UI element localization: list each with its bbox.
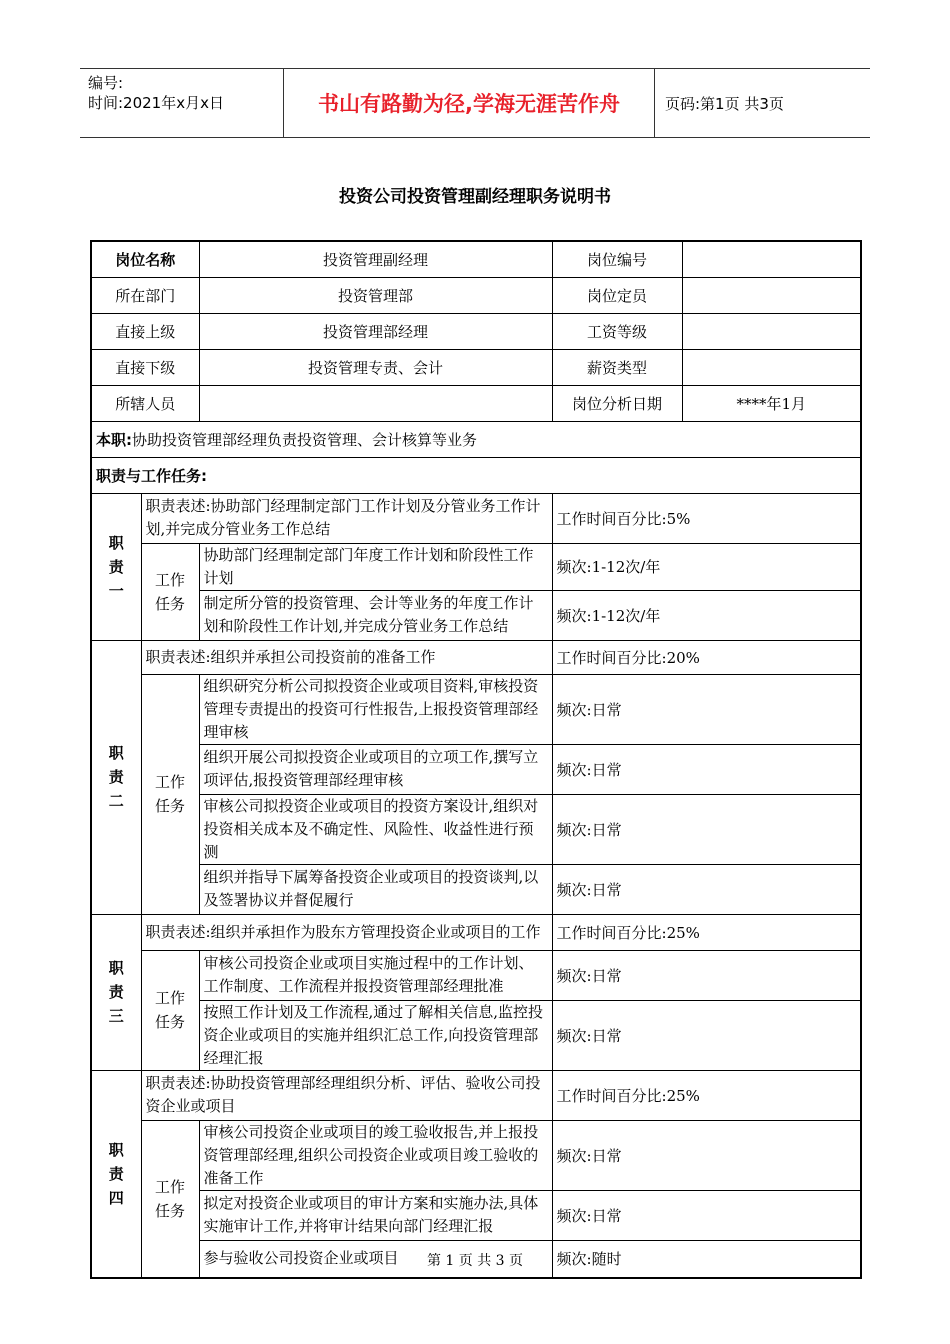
field-value <box>199 385 552 421</box>
table-row <box>91 349 861 385</box>
page-header <box>80 68 870 138</box>
duty-time-percentage: 工作时间百分比:25% <box>552 1070 861 1120</box>
task-text: 拟定对投资企业或项目的审计方案和实施办法,具体实施审计工作,并将审计结果向部门经理汇报 <box>199 1190 552 1240</box>
duty-description: 职责表述:组织并承担作为股东方管理投资企业或项目的工作 <box>141 914 552 950</box>
field-value: 投资管理副经理 <box>199 241 552 277</box>
field-label: 岗位名称 <box>91 241 199 277</box>
task-frequency: 频次:日常 <box>552 744 861 794</box>
table-row <box>91 1190 861 1240</box>
task-text: 参与验收公司投资企业或项目 <box>199 1240 552 1278</box>
table-row <box>91 794 861 864</box>
table-row <box>91 590 861 640</box>
table-row <box>91 241 861 277</box>
table-row <box>91 1000 861 1070</box>
field-label: 直接上级 <box>91 313 199 349</box>
tasks-heading: 职责与工作任务: <box>91 457 861 493</box>
table-row <box>91 385 861 421</box>
task-text: 组织开展公司拟投资企业或项目的立项工作,撰写立项评估,报投资管理部经理审核 <box>199 744 552 794</box>
field-value <box>682 277 861 313</box>
table-row <box>91 864 861 914</box>
table-row <box>91 674 861 744</box>
table-row <box>91 914 861 950</box>
task-frequency: 频次:日常 <box>552 1000 861 1070</box>
duty-description: 职责表述:组织并承担公司投资前的准备工作 <box>141 640 552 674</box>
number-label: 编号: <box>88 74 124 92</box>
work-task-label: 工作 任务 <box>141 1120 199 1278</box>
field-value <box>682 349 861 385</box>
task-frequency: 频次:日常 <box>552 864 861 914</box>
duty-summary-text: 协助投资管理部经理负责投资管理、会计核算等业务 <box>132 430 478 449</box>
table-row <box>91 421 861 457</box>
task-frequency: 频次:日常 <box>552 794 861 864</box>
duty-title: 职 责 四 <box>91 1070 141 1278</box>
task-frequency: 频次:随时 <box>552 1240 861 1278</box>
work-task-label: 工作 任务 <box>141 950 199 1070</box>
field-label: 岗位分析日期 <box>552 385 682 421</box>
duty-time-percentage: 工作时间百分比:20% <box>552 640 861 674</box>
field-label: 所辖人员 <box>91 385 199 421</box>
duty-description: 职责表述:协助投资管理部经理组织分析、评估、验收公司投资企业或项目 <box>141 1070 552 1120</box>
duty-title: 职 责 二 <box>91 640 141 914</box>
task-text: 组织研究分析公司拟投资企业或项目资料,审核投资管理专责提出的投资可行性报告,上报投资管理部经理审核 <box>199 674 552 744</box>
task-frequency: 频次:日常 <box>552 1120 861 1190</box>
field-value <box>682 313 861 349</box>
table-row <box>91 640 861 674</box>
duty-title: 职 责 三 <box>91 914 141 1070</box>
task-text: 审核公司投资企业或项目的竣工验收报告,并上报投资管理部经理,组织公司投资企业或项目竣工验收的准备工作 <box>199 1120 552 1190</box>
table-row <box>91 543 861 590</box>
field-value <box>682 241 861 277</box>
document-title: 投资公司投资管理副经理职务说明书 <box>339 187 611 207</box>
task-frequency: 频次:1-12次/年 <box>552 543 861 590</box>
field-value: ****年1月 <box>682 385 861 421</box>
job-description-table <box>90 240 862 1279</box>
field-label: 所在部门 <box>91 277 199 313</box>
table-row <box>91 457 861 493</box>
header-page-info: 页码:第1页 共3页 <box>665 94 784 113</box>
table-row <box>91 313 861 349</box>
table-row <box>91 493 861 543</box>
table-row <box>91 744 861 794</box>
task-text: 按照工作计划及工作流程,通过了解相关信息,监控投资企业或项目的实施并组织汇总工作,向投资管理部经理汇报 <box>199 1000 552 1070</box>
duty-summary <box>91 421 861 457</box>
task-frequency: 频次:日常 <box>552 674 861 744</box>
page-footer: 第 1 页 共 3 页 <box>426 1253 524 1269</box>
duty-description: 职责表述:协助部门经理制定部门工作计划及分管业务工作计划,并完成分管业务工作总结 <box>141 493 552 543</box>
field-label: 薪资类型 <box>552 349 682 385</box>
task-frequency: 频次:1-12次/年 <box>552 590 861 640</box>
task-text: 审核公司投资企业或项目实施过程中的工作计划、工作制度、工作流程并报投资管理部经理批准 <box>199 950 552 1000</box>
task-text: 审核公司拟投资企业或项目的投资方案设计,组织对投资相关成本及不确定性、风险性、收益性进行预测 <box>199 794 552 864</box>
field-value: 投资管理专责、会计 <box>199 349 552 385</box>
duty-summary-label: 本职: <box>96 430 132 449</box>
task-frequency: 频次:日常 <box>552 950 861 1000</box>
header-motto: 书山有路勤为径,学海无涯苦作舟 <box>283 69 655 137</box>
duty-time-percentage: 工作时间百分比:25% <box>552 914 861 950</box>
duty-title: 职 责 一 <box>91 493 141 640</box>
table-row <box>91 277 861 313</box>
field-label: 岗位编号 <box>552 241 682 277</box>
task-text: 组织并指导下属筹备投资企业或项目的投资谈判,以及签署协议并督促履行 <box>199 864 552 914</box>
field-value: 投资管理部经理 <box>199 313 552 349</box>
header-meta <box>80 69 283 137</box>
work-task-label: 工作 任务 <box>141 543 199 640</box>
task-frequency: 频次:日常 <box>552 1190 861 1240</box>
field-label: 直接下级 <box>91 349 199 385</box>
task-text: 协助部门经理制定部门年度工作计划和阶段性工作计划 <box>199 543 552 590</box>
field-label: 工资等级 <box>552 313 682 349</box>
table-row <box>91 950 861 1000</box>
table-row <box>91 1120 861 1190</box>
field-value: 投资管理部 <box>199 277 552 313</box>
task-text: 制定所分管的投资管理、会计等业务的年度工作计划和阶段性工作计划,并完成分管业务工作总结 <box>199 590 552 640</box>
duty-time-percentage: 工作时间百分比:5% <box>552 493 861 543</box>
field-label: 岗位定员 <box>552 277 682 313</box>
work-task-label: 工作 任务 <box>141 674 199 914</box>
time-label: 时间:2021年x月x日 <box>88 94 224 112</box>
table-row <box>91 1070 861 1120</box>
